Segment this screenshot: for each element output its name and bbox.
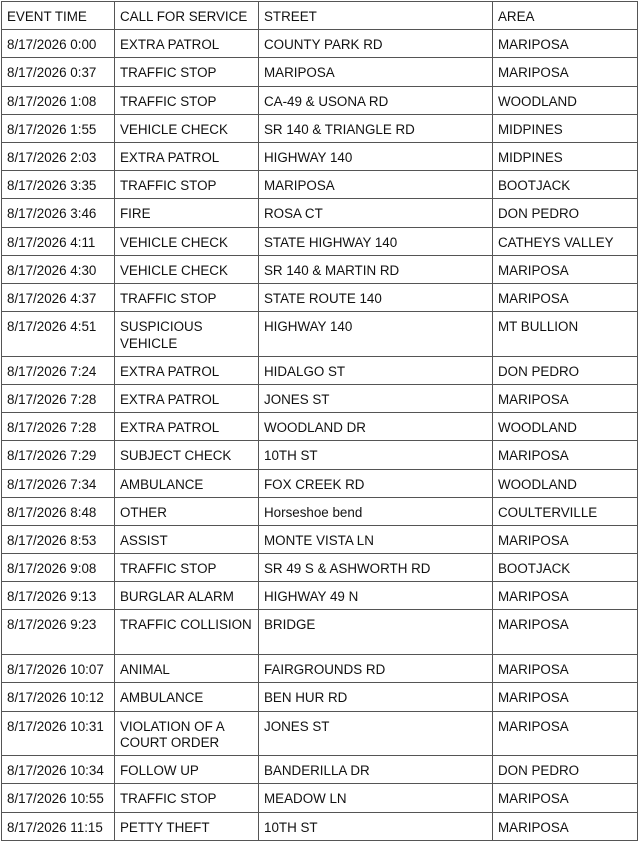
street-cell: MARIPOSA	[259, 58, 493, 86]
header-area: AREA	[493, 2, 638, 30]
table-row	[2, 283, 638, 311]
area-cell: CATHEYS VALLEY	[493, 227, 638, 255]
street-cell: MONTE VISTA LN	[259, 525, 493, 553]
event-time-cell: 8/17/2026 3:35	[2, 171, 115, 199]
call-type-cell: ASSIST	[115, 525, 259, 553]
table-row	[2, 711, 638, 756]
call-type-cell: TRAFFIC STOP	[115, 283, 259, 311]
header-row	[2, 2, 638, 30]
event-time-cell: 8/17/2026 10:31	[2, 711, 115, 756]
call-type-cell: TRAFFIC STOP	[115, 554, 259, 582]
table-row	[2, 554, 638, 582]
street-cell: STATE HIGHWAY 140	[259, 227, 493, 255]
table-row	[2, 441, 638, 469]
area-cell: MARIPOSA	[493, 525, 638, 553]
event-time-cell: 8/17/2026 7:28	[2, 413, 115, 441]
area-cell: MARIPOSA	[493, 30, 638, 58]
area-cell: MARIPOSA	[493, 384, 638, 412]
event-time-cell: 8/17/2026 7:29	[2, 441, 115, 469]
call-type-cell: TRAFFIC STOP	[115, 58, 259, 86]
area-cell: WOODLAND	[493, 413, 638, 441]
table-row	[2, 86, 638, 114]
event-time-cell: 8/17/2026 9:13	[2, 582, 115, 610]
street-cell: 10TH ST	[259, 441, 493, 469]
call-type-cell: VIOLATION OF A COURT ORDER	[115, 711, 259, 756]
street-cell: BEN HUR RD	[259, 683, 493, 711]
table-row	[2, 356, 638, 384]
event-time-cell: 8/17/2026 1:55	[2, 114, 115, 142]
call-type-cell: SUBJECT CHECK	[115, 441, 259, 469]
call-type-cell: AMBULANCE	[115, 469, 259, 497]
street-cell: CA-49 & USONA RD	[259, 86, 493, 114]
street-cell: STATE ROUTE 140	[259, 283, 493, 311]
event-time-cell: 8/17/2026 0:37	[2, 58, 115, 86]
table-row	[2, 384, 638, 412]
event-time-cell: 8/17/2026 10:55	[2, 784, 115, 812]
call-type-cell: TRAFFIC COLLISION	[115, 610, 259, 655]
event-time-cell: 8/17/2026 4:37	[2, 283, 115, 311]
street-cell: SR 49 S & ASHWORTH RD	[259, 554, 493, 582]
call-type-cell: SUSPICIOUS VEHICLE	[115, 312, 259, 357]
call-type-cell: FOLLOW UP	[115, 756, 259, 784]
table-row	[2, 655, 638, 683]
street-cell: FAIRGROUNDS RD	[259, 655, 493, 683]
table-row	[2, 469, 638, 497]
area-cell: MT BULLION	[493, 312, 638, 357]
area-cell: WOODLAND	[493, 469, 638, 497]
street-cell: JONES ST	[259, 711, 493, 756]
call-type-cell: EXTRA PATROL	[115, 384, 259, 412]
street-cell: MARIPOSA	[259, 171, 493, 199]
call-type-cell: TRAFFIC STOP	[115, 784, 259, 812]
event-time-cell: 8/17/2026 10:12	[2, 683, 115, 711]
call-type-cell: EXTRA PATROL	[115, 356, 259, 384]
event-time-cell: 8/17/2026 2:03	[2, 142, 115, 170]
area-cell: MARIPOSA	[493, 711, 638, 756]
street-cell: ROSA CT	[259, 199, 493, 227]
table-row	[2, 582, 638, 610]
event-time-cell: 8/17/2026 1:08	[2, 86, 115, 114]
area-cell: MARIPOSA	[493, 784, 638, 812]
header-street: STREET	[259, 2, 493, 30]
table-row	[2, 312, 638, 357]
table-row	[2, 812, 638, 840]
table-row	[2, 610, 638, 655]
street-cell: HIGHWAY 49 N	[259, 582, 493, 610]
call-type-cell: FIRE	[115, 199, 259, 227]
area-cell: MARIPOSA	[493, 441, 638, 469]
event-time-cell: 8/17/2026 7:34	[2, 469, 115, 497]
table-row	[2, 683, 638, 711]
street-cell: HIGHWAY 140	[259, 312, 493, 357]
table-row	[2, 171, 638, 199]
call-type-cell: ANIMAL	[115, 655, 259, 683]
area-cell: MARIPOSA	[493, 655, 638, 683]
street-cell: BANDERILLA DR	[259, 756, 493, 784]
event-time-cell: 8/17/2026 10:07	[2, 655, 115, 683]
table-body	[2, 30, 638, 841]
street-cell: HIDALGO ST	[259, 356, 493, 384]
call-type-cell: TRAFFIC STOP	[115, 171, 259, 199]
area-cell: MIDPINES	[493, 114, 638, 142]
event-time-cell: 8/17/2026 8:48	[2, 497, 115, 525]
call-type-cell: VEHICLE CHECK	[115, 255, 259, 283]
area-cell: DON PEDRO	[493, 199, 638, 227]
area-cell: DON PEDRO	[493, 756, 638, 784]
call-type-cell: AMBULANCE	[115, 683, 259, 711]
call-type-cell: VEHICLE CHECK	[115, 114, 259, 142]
header-event-time: EVENT TIME	[2, 2, 115, 30]
area-cell: MARIPOSA	[493, 58, 638, 86]
table-header	[2, 2, 638, 30]
area-cell: WOODLAND	[493, 86, 638, 114]
table-row	[2, 199, 638, 227]
area-cell: MIDPINES	[493, 142, 638, 170]
area-cell: MARIPOSA	[493, 582, 638, 610]
header-call-for-service: CALL FOR SERVICE	[115, 2, 259, 30]
event-time-cell: 8/17/2026 4:30	[2, 255, 115, 283]
call-log-table	[1, 1, 638, 841]
call-type-cell: PETTY THEFT	[115, 812, 259, 840]
area-cell: COULTERVILLE	[493, 497, 638, 525]
event-time-cell: 8/17/2026 11:15	[2, 812, 115, 840]
area-cell: BOOTJACK	[493, 554, 638, 582]
area-cell: MARIPOSA	[493, 283, 638, 311]
call-type-cell: EXTRA PATROL	[115, 142, 259, 170]
event-time-cell: 8/17/2026 7:24	[2, 356, 115, 384]
event-time-cell: 8/17/2026 7:28	[2, 384, 115, 412]
table-row	[2, 255, 638, 283]
street-cell: WOODLAND DR	[259, 413, 493, 441]
event-time-cell: 8/17/2026 9:08	[2, 554, 115, 582]
call-type-cell: TRAFFIC STOP	[115, 86, 259, 114]
table-row	[2, 525, 638, 553]
area-cell: MARIPOSA	[493, 812, 638, 840]
table-row	[2, 784, 638, 812]
street-cell: COUNTY PARK RD	[259, 30, 493, 58]
street-cell: Horseshoe bend	[259, 497, 493, 525]
event-time-cell: 8/17/2026 0:00	[2, 30, 115, 58]
call-type-cell: OTHER	[115, 497, 259, 525]
table-row	[2, 142, 638, 170]
event-time-cell: 8/17/2026 10:34	[2, 756, 115, 784]
call-type-cell: EXTRA PATROL	[115, 413, 259, 441]
area-cell: MARIPOSA	[493, 255, 638, 283]
street-cell: SR 140 & MARTIN RD	[259, 255, 493, 283]
area-cell: MARIPOSA	[493, 683, 638, 711]
street-cell: JONES ST	[259, 384, 493, 412]
table-row	[2, 58, 638, 86]
table-row	[2, 227, 638, 255]
call-type-cell: BURGLAR ALARM	[115, 582, 259, 610]
event-time-cell: 8/17/2026 8:53	[2, 525, 115, 553]
event-time-cell: 8/17/2026 4:51	[2, 312, 115, 357]
street-cell: 10TH ST	[259, 812, 493, 840]
street-cell: FOX CREEK RD	[259, 469, 493, 497]
street-cell: MEADOW LN	[259, 784, 493, 812]
call-type-cell: VEHICLE CHECK	[115, 227, 259, 255]
street-cell: SR 140 & TRIANGLE RD	[259, 114, 493, 142]
event-time-cell: 8/17/2026 3:46	[2, 199, 115, 227]
street-cell: HIGHWAY 140	[259, 142, 493, 170]
table-row	[2, 756, 638, 784]
event-time-cell: 8/17/2026 9:23	[2, 610, 115, 655]
table-row	[2, 413, 638, 441]
area-cell: DON PEDRO	[493, 356, 638, 384]
table-row	[2, 114, 638, 142]
call-type-cell: EXTRA PATROL	[115, 30, 259, 58]
table-row	[2, 30, 638, 58]
event-time-cell: 8/17/2026 4:11	[2, 227, 115, 255]
area-cell: BOOTJACK	[493, 171, 638, 199]
area-cell: MARIPOSA	[493, 610, 638, 655]
table-row	[2, 497, 638, 525]
street-cell: BRIDGE	[259, 610, 493, 655]
